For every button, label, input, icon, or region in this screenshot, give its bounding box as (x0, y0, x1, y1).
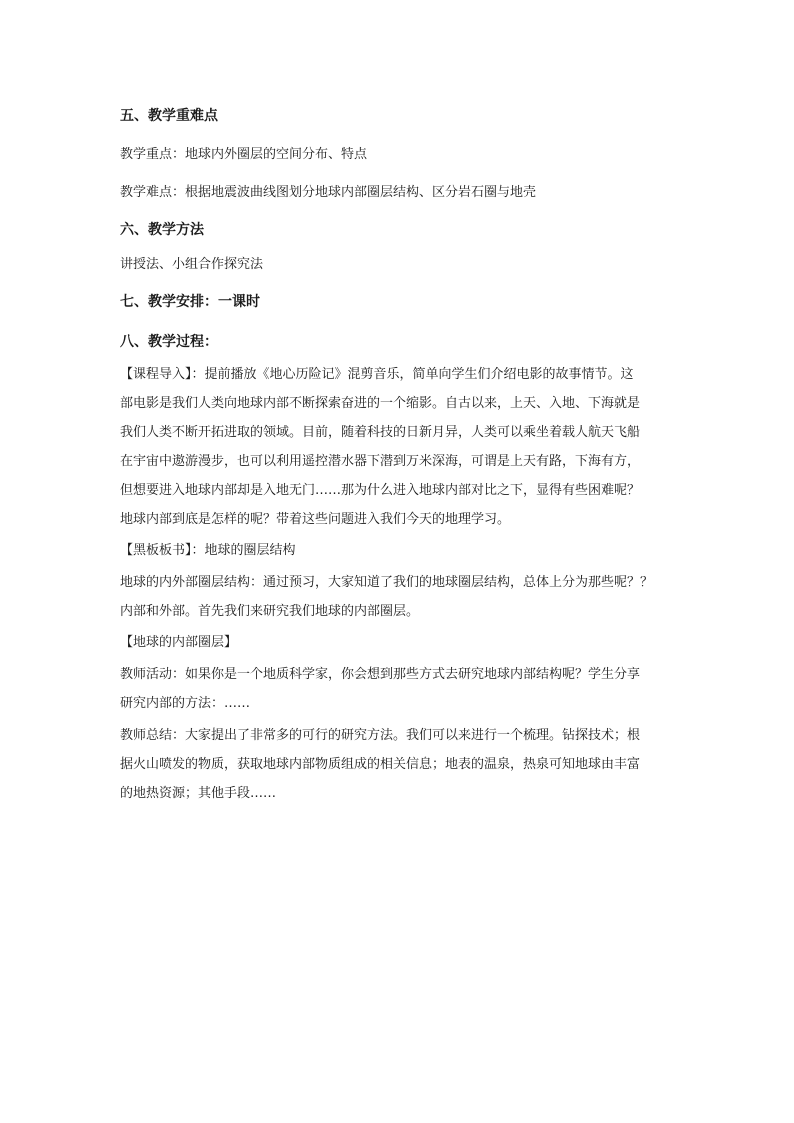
intro-line: 在宇宙中遨游漫步，也可以利用遥控潜水器下潜到万米深海，可谓是上天有路，下海有方， (120, 454, 641, 469)
blackboard-note: 【黑板板书】：地球的圈层结构 (120, 543, 296, 558)
structure-paragraph (120, 568, 686, 626)
intro-line: 地球内部到底是怎样的呢？带着这些问题进入我们今天的地理学习。 (120, 512, 511, 527)
section-heading-schedule: 七、教学安排：一课时 (120, 294, 260, 310)
teacher-activity-line: 教师活动：如果你是一个地质科学家，你会想到那些方式去研究地球内部结构呢？学生分享 (120, 667, 641, 682)
teacher-activity-line: 研究内部的方法：…… (120, 696, 251, 711)
document-content (120, 104, 686, 808)
teacher-summary-line: 据火山喷发的物质，获取地球内部物质组成的相关信息；地表的温泉，热泉可知地球由丰富 (120, 757, 641, 772)
key-point-text: 教学重点：地球内外圈层的空间分布、特点 (120, 147, 368, 162)
difficult-point-text: 教学难点：根据地震波曲线图划分地球内部圈层结构、区分岩石圈与地壳 (120, 185, 537, 200)
intro-line: 但想要进入地球内部却是入地无门……那为什么进入地球内部对比之下，显得有些困难呢？ (120, 483, 641, 498)
structure-line: 内部和外部。首先我们来研究我们地球的内部圈层。 (120, 604, 420, 619)
methods-text: 讲授法、小组合作探究法 (120, 257, 264, 272)
section-heading-key-points: 五、教学重难点 (120, 108, 218, 124)
intro-line: 部电影是我们人类向地球内部不断探索奋进的一个缩影。自古以来，上天、入地、下海就是 (120, 396, 641, 411)
section-heading-methods: 六、教学方法 (120, 222, 204, 238)
structure-line: 地球的内外部圈层结构：通过预习，大家知道了我们的地球圈层结构，总体上分为那些呢？？ (120, 575, 654, 590)
intro-line: 我们人类不断开拓进取的领域。目前，随着科技的日新月异，人类可以乘坐着载人航天飞船 (120, 425, 641, 440)
intro-paragraph (120, 360, 686, 534)
section-heading-process: 八、教学过程： (120, 334, 218, 350)
teacher-summary-paragraph (120, 721, 686, 808)
intro-line: 【课程导入】：提前播放《地心历险记》混剪音乐，简单向学生们介绍电影的故事情节。这 (120, 367, 634, 382)
teacher-activity-paragraph (120, 660, 686, 718)
inner-layers-heading: 【地球的内部圈层】 (120, 635, 238, 650)
teacher-summary-line: 的地热资源；其他手段…… (120, 786, 277, 801)
teacher-summary-line: 教师总结：大家提出了非常多的可行的研究方法。我们可以来进行一个梳理。钻探技术；根 (120, 728, 641, 743)
